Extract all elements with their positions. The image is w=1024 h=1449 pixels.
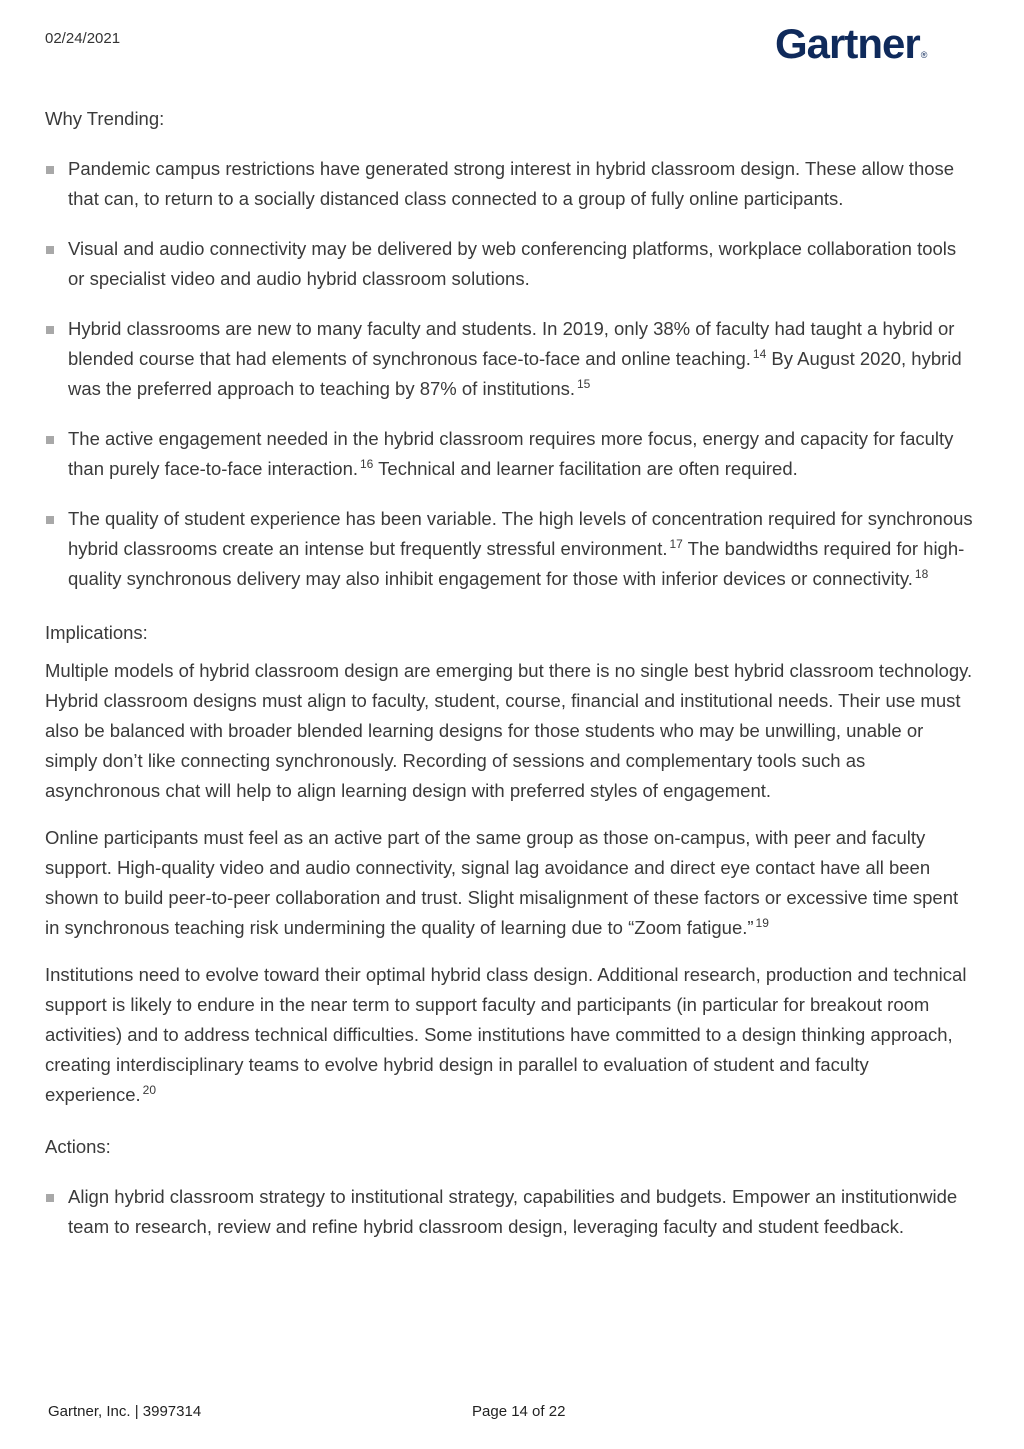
bullet-text: Visual and audio connectivity may be delivered by web conferencing platforms, workplace collaboration tools or specialist video and audio hybrid classroom solutions. [68,238,957,289]
why-trending-heading: Why Trending: [45,108,165,129]
why-trending-list [45,154,975,594]
list-item [45,314,975,404]
bullet-text: Align hybrid classroom strategy to institutional strategy, capabilities and budgets. Empower an institutionwide team to research, review and refine hybrid classroom design, leveraging faculty and student feedback. [68,1186,958,1237]
footnote-ref[interactable]: 14 [752,347,767,361]
footnote-ref[interactable]: 20 [142,1083,157,1097]
implications-heading: Implications: [45,622,148,643]
list-item [45,1182,975,1242]
footnote-ref[interactable]: 17 [669,537,683,551]
list-item [45,424,975,484]
bullet-text: The active engagement needed in the hybrid classroom requires more focus, energy and capacity for faculty than purely face-to-face interaction. [68,428,954,479]
footnote-ref[interactable]: 18 [914,567,929,581]
implications-paragraph [45,656,975,806]
gartner-logo [775,20,926,68]
bullet-text: By August 2020, hybrid was the preferred approach to teaching by 87% of institutions. [68,348,962,399]
logo-registered-mark: ® [920,50,927,60]
actions-heading: Actions: [45,1136,111,1157]
footnote-ref[interactable]: 19 [755,916,769,930]
list-item [45,154,975,214]
footer-company-id: Gartner, Inc. | 3997314 [48,1403,202,1420]
actions-list [45,1182,975,1242]
logo-text: Gartner [775,20,920,67]
bullet-text: Hybrid classrooms are new to many faculty and students. In 2019, only 38% of faculty had taught a hybrid or blended course that had elements of synchronous face-to-face and online teaching. [68,318,955,369]
footnote-ref[interactable]: 15 [577,377,591,391]
bullet-text: Technical and learner facilitation are often required. [373,458,798,479]
document-body [45,104,975,1262]
footer-page-number: Page 14 of 22 [472,1403,566,1420]
implications-paragraph [45,823,975,943]
footnote-ref[interactable]: 16 [360,457,374,471]
bullet-text: Pandemic campus restrictions have generated strong interest in hybrid classroom design. These allow those that can, to return to a socially distanced class connected to a group of fully online participants. [68,158,955,209]
document-date: 02/24/2021 [45,30,121,47]
bullet-text: The bandwidths required for high-quality synchronous delivery may also inhibit engagement for those with inferior devices or connectivity. [68,538,965,589]
paragraph-text: Institutions need to evolve toward their optimal hybrid class design. Additional research, production and technical support is likely to endure in the near term to support faculty and participants (in particular for breakout room activities) and to address technical difficulties. Some institutions have committed to a design thinking approach, creating interdisciplinary teams to evolve hybrid design in parallel to evaluation of student and faculty experience. [45,964,967,1105]
bullet-text: The quality of student experience has been variable. The high levels of concentration required for synchronous hybrid classrooms create an intense but frequently stressful environment. [68,508,973,559]
paragraph-text: Multiple models of hybrid classroom design are emerging but there is no single best hybrid classroom technology. Hybrid classroom designs must align to faculty, student, course, financial and institutional needs. Their use must also be balanced with broader blended learning designs for those students who may be unwilling, unable or simply don’t like connecting synchronously. Recording of sessions and complementary tools such as asynchronous chat will help to align learning design with preferred styles of engagement. [45,660,973,801]
paragraph-text: Online participants must feel as an active part of the same group as those on-campus, with peer and faculty support. High-quality video and audio connectivity, signal lag avoidance and direct eye contact have all been shown to build peer-to-peer collaboration and trust. Slight misalignment of these factors or excessive time spent in synchronous teaching risk undermining the quality of learning due to “Zoom fatigue.” [45,827,959,938]
list-item [45,234,975,294]
list-item [45,504,975,594]
implications-paragraph [45,960,975,1110]
